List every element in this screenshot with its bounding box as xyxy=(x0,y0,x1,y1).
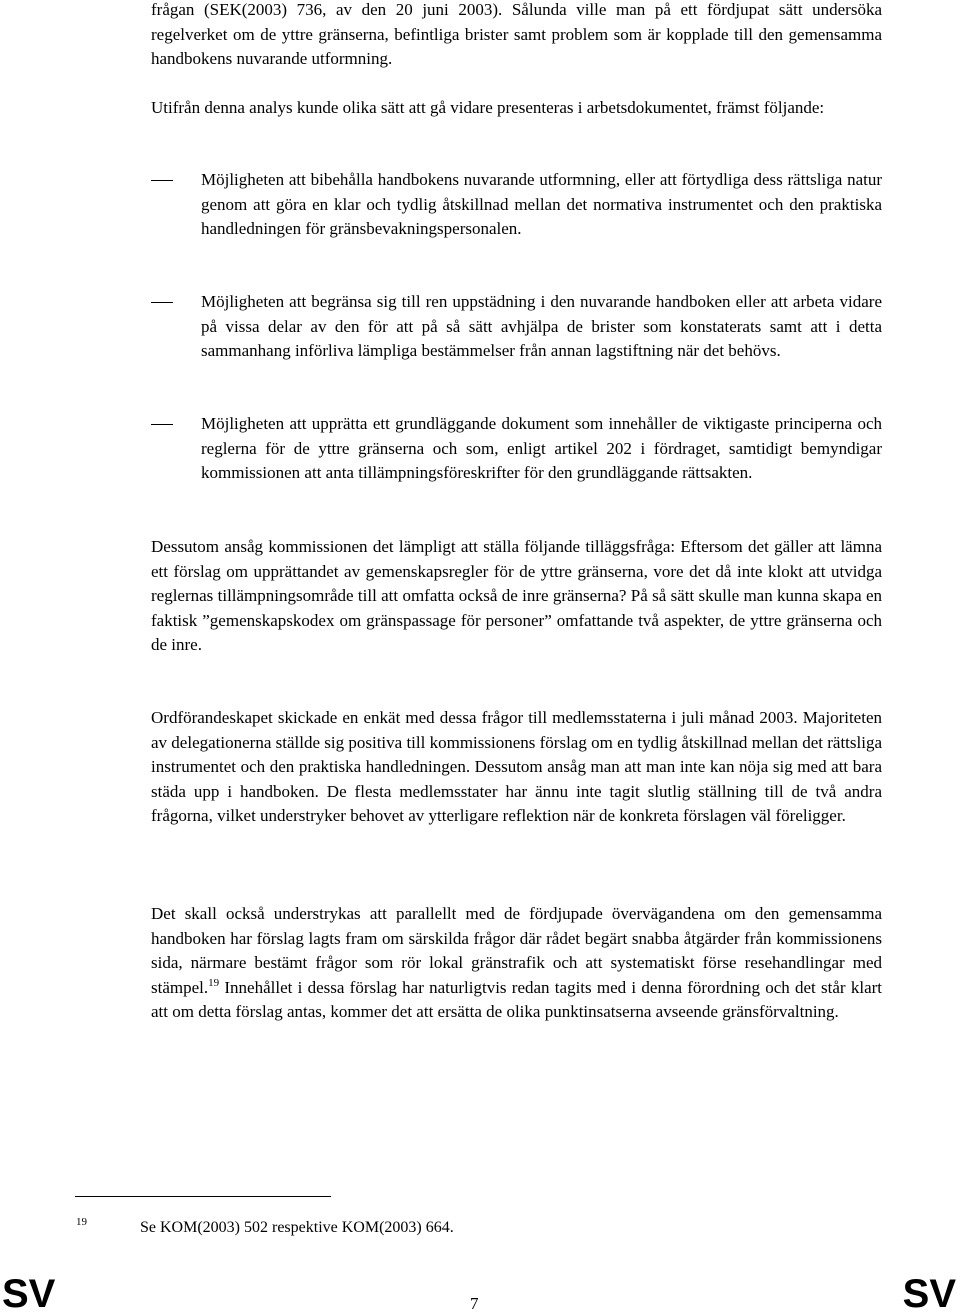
language-code-left: SV xyxy=(2,1272,56,1316)
paragraph-analysis: Utifrån denna analys kunde olika sätt att gå vidare presenteras i arbetsdokumentet, främst följande: xyxy=(151,98,825,117)
page-number: 7 xyxy=(470,1294,479,1313)
paragraph-det-skall-part-b: Innehållet i dessa förslag har naturligtvis redan tagits med i denna förordning och det står klart att om detta förslag antas, kommer det att ersätta de olika punktinsatserna avseende gränsförvaltning. xyxy=(151,977,882,1021)
paragraph-ordforandeskapet: Ordförandeskapet skickade en enkät med dessa frågor till medlemsstaterna i juli månad 2003. Majoriteten av delegationerna ställde sig positiva till kommissionens förslag om en tydlig åtskillnad mellan det rättsliga instrumentet och den praktiska handledningen. Dessutom ansåg man att man inte kan nöja sig med att bara städa upp i handboken. De flesta medlemsstater har ännu inte tagit slutlig ställning till de två andra frågorna, vilket understryker behovet av ytterligare reflektion när de konkreta förslagen väl föreligger. xyxy=(151,708,882,825)
list-item-text: Möjligheten att begränsa sig till ren uppstädning i den nuvarande handboken eller att arbeta vidare på vissa delar av den för att på så sätt avhjälpa de brister som konstaterats samt att i detta sammanhang införliva lämpliga bestämmelser från annan lagstiftning när det behövs. xyxy=(201,292,882,360)
list-item xyxy=(151,290,882,364)
list-item xyxy=(151,412,882,486)
paragraph-det-skall xyxy=(151,902,882,1025)
paragraph-det-skall-part-a: Det skall också understrykas att parallellt med de fördjupade övervägandena om den gemensamma handboken har förslag lagts fram om särskilda frågor där rådet begärt snabba åtgärder från kommissionens sida, närmare bestämt frågor som rör lokal gränstrafik och att systematiskt förse resehandlingar med stämpel. xyxy=(151,904,882,997)
footnote-separator xyxy=(75,1196,331,1197)
footnote-reference[interactable]: 19 xyxy=(208,976,220,989)
list-item-text: Möjligheten att bibehålla handbokens nuvarande utformning, eller att förtydliga dess rättsliga natur genom att göra en klar och tydlig åtskillnad mellan det normativa instrumentet och den praktiska handledningen för gränsbevakningspersonalen. xyxy=(201,170,882,238)
footnote-text: Se KOM(2003) 502 respektive KOM(2003) 664. xyxy=(140,1219,454,1236)
dash-bullet-icon xyxy=(151,180,173,181)
dash-bullet-icon xyxy=(151,302,173,303)
list-item xyxy=(151,168,882,242)
footnote-number: 19 xyxy=(76,1216,87,1228)
paragraph-intro: frågan (SEK(2003) 736, av den 20 juni 2003). Sålunda ville man på ett fördjupat sätt undersöka regelverket om de yttre gränserna, befintliga brister samt problem som är kopplade till den gemensamma handbokens nuvarande utformning. xyxy=(151,0,882,68)
paragraph-dessutom: Dessutom ansåg kommissionen det lämpligt att ställa följande tilläggsfråga: Eftersom det gäller att lämna ett förslag om upprättandet av gemenskapsregler för de yttre gränserna, vore det då inte klokt att utvidga reglernas tillämpningsområde till att omfatta också de inre gränserna? På så sätt skulle man kunna skapa en faktisk ”gemenskapskodex om gränspassage för personer” omfattande två aspekter, de yttre gränserna och de inre. xyxy=(151,537,882,654)
list-item-text: Möjligheten att upprätta ett grundläggande dokument som innehåller de viktigaste principerna och reglerna för de yttre gränserna och som, enligt artikel 202 i fördraget, samtidigt bemyndigar kommissionen att anta tillämpningsföreskrifter för den grundläggande rättsakten. xyxy=(201,414,882,482)
dash-bullet-icon xyxy=(151,424,173,425)
language-code-right: SV xyxy=(902,1272,956,1316)
